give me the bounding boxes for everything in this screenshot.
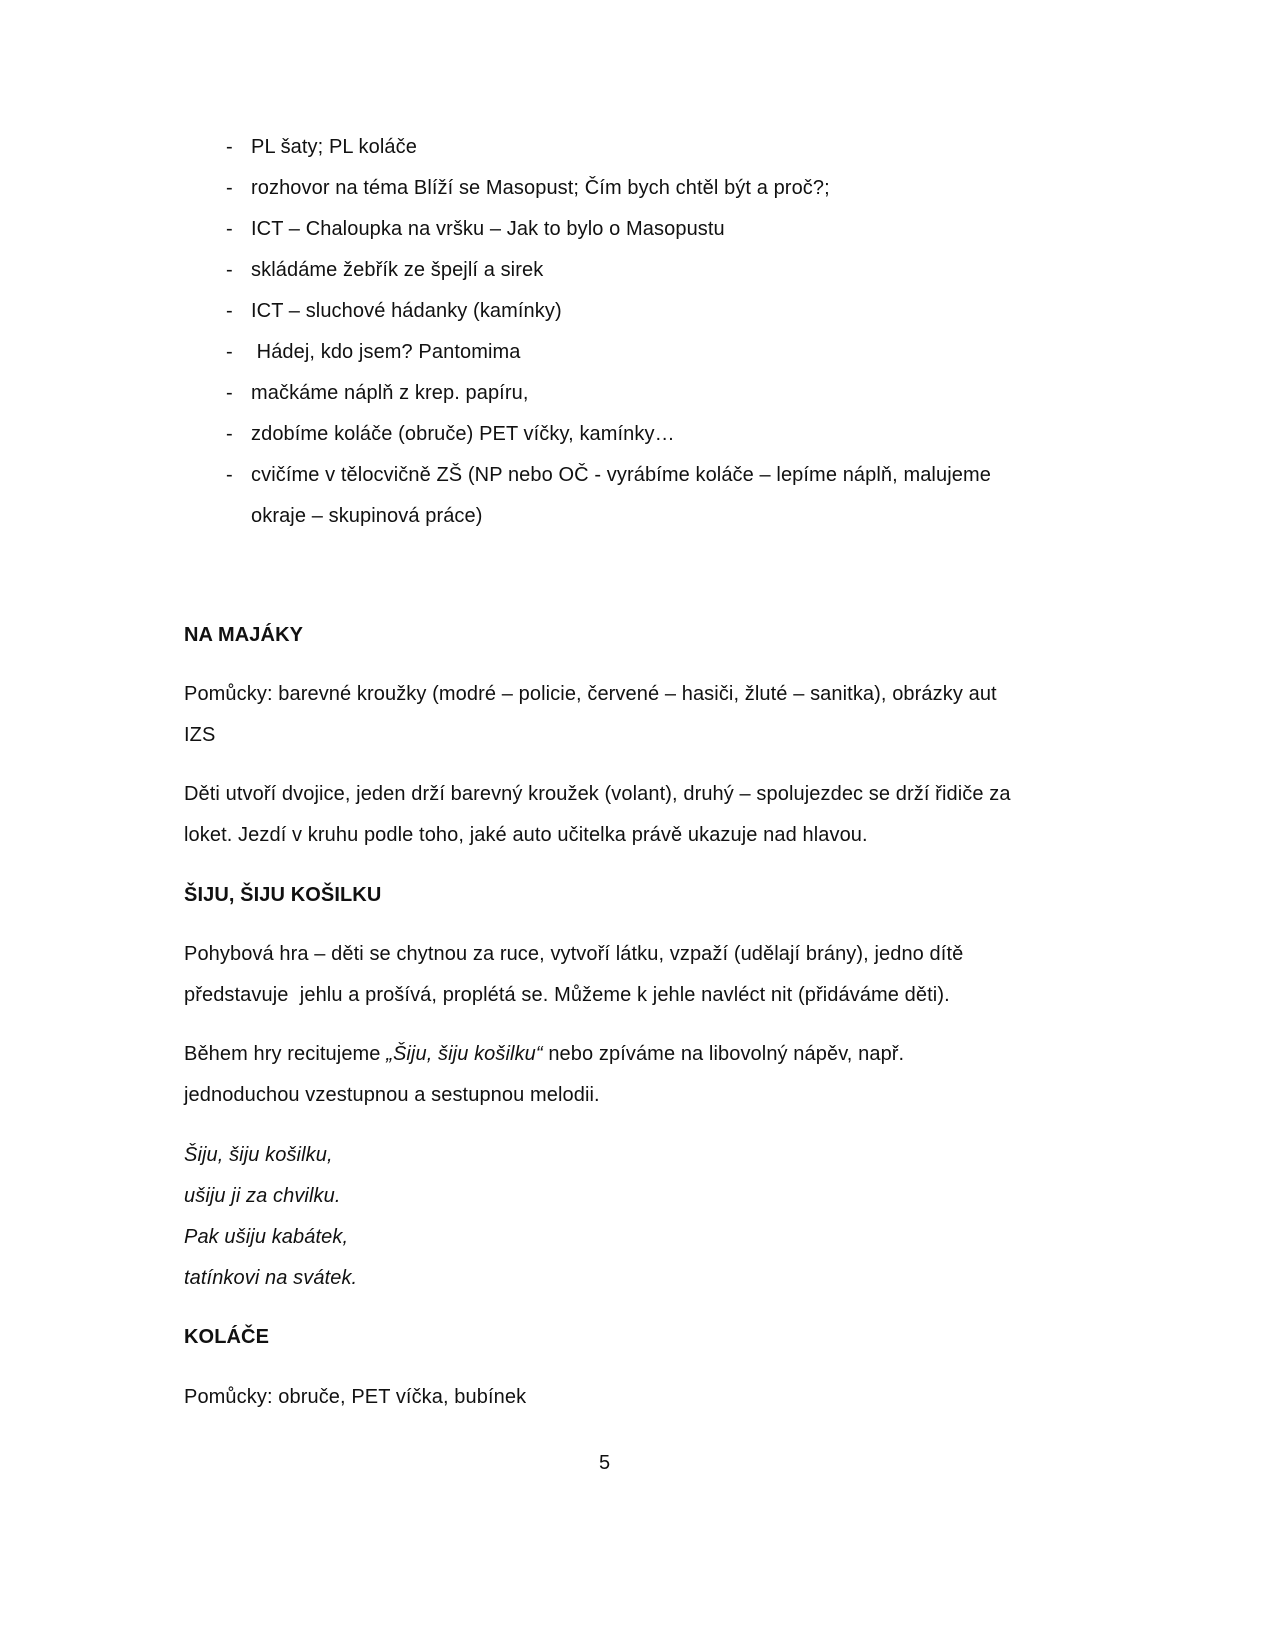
bullet-marker: - — [226, 423, 233, 445]
majaky-tools-line: Pomůcky: barevné kroužky (modré – policie, červené – hasiči, žluté – sanitka), obrázky aut — [184, 683, 997, 705]
section-heading-kolace: KOLÁČE — [184, 1326, 270, 1348]
bullet-marker: - — [226, 218, 233, 240]
section-heading-majaky: NA MAJÁKY — [184, 624, 304, 646]
bullet-marker: - — [226, 300, 233, 322]
kosilka-description-line: představuje jehlu a prošívá, proplétá se. Můžeme k jehle navléct nit (přidáváme děti). — [184, 984, 950, 1006]
poem-line: Pak ušiju kabátek, — [184, 1226, 349, 1248]
kosilka-description-line: Pohybová hra – děti se chytnou za ruce, vytvoří látku, vzpaží (udělají brány), jedno dítě — [184, 943, 964, 965]
list-item: cvičíme v tělocvičně ZŠ (NP nebo OČ - vyrábíme koláče – lepíme náplň, malujeme — [251, 464, 991, 486]
majaky-tools-line: IZS — [184, 724, 216, 746]
kolace-tools-line: Pomůcky: obruče, PET víčka, bubínek — [184, 1386, 527, 1408]
list-item: Hádej, kdo jsem? Pantomima — [251, 341, 521, 363]
list-item: rozhovor na téma Blíží se Masopust; Čím bych chtěl být a proč?; — [251, 177, 830, 199]
majaky-description-line: loket. Jezdí v kruhu podle toho, jaké auto učitelka právě ukazuje nad hlavou. — [184, 824, 868, 846]
kosilka-recite-line — [184, 1041, 904, 1067]
list-item: PL šaty; PL koláče — [251, 136, 417, 158]
recite-text-before: Během hry recitujeme — [184, 1043, 387, 1065]
bullet-marker: - — [226, 177, 233, 199]
recite-title: „Šiju, šiju košilku“ — [386, 1043, 543, 1065]
kosilka-recite-line-2: jednoduchou vzestupnou a sestupnou melodii. — [184, 1084, 600, 1106]
majaky-description-line: Děti utvoří dvojice, jeden drží barevný kroužek (volant), druhý – spolujezdec se drží řidiče za — [184, 783, 1011, 805]
list-item: skládáme žebřík ze špejlí a sirek — [251, 259, 544, 281]
bullet-marker: - — [226, 382, 233, 404]
bullet-marker: - — [226, 259, 233, 281]
list-item: zdobíme koláče (obruče) PET víčky, kamínky… — [251, 423, 675, 445]
section-heading-kosilka: ŠIJU, ŠIJU KOŠILKU — [184, 884, 382, 906]
poem-line: ušiju ji za chvilku. — [184, 1185, 341, 1207]
list-item-continuation: okraje – skupinová práce) — [251, 505, 483, 527]
poem-line: tatínkovi na svátek. — [184, 1267, 358, 1289]
page-number: 5 — [599, 1452, 611, 1474]
bullet-marker: - — [226, 136, 233, 158]
poem-line: Šiju, šiju košilku, — [184, 1144, 333, 1166]
recite-text-after: nebo zpíváme na libovolný nápěv, např. — [542, 1043, 905, 1065]
bullet-marker: - — [226, 341, 233, 363]
bullet-marker: - — [226, 464, 233, 486]
list-item: ICT – sluchové hádanky (kamínky) — [251, 300, 562, 322]
list-item: mačkáme náplň z krep. papíru, — [251, 382, 529, 404]
list-item: ICT – Chaloupka na vršku – Jak to bylo o Masopustu — [251, 218, 725, 240]
